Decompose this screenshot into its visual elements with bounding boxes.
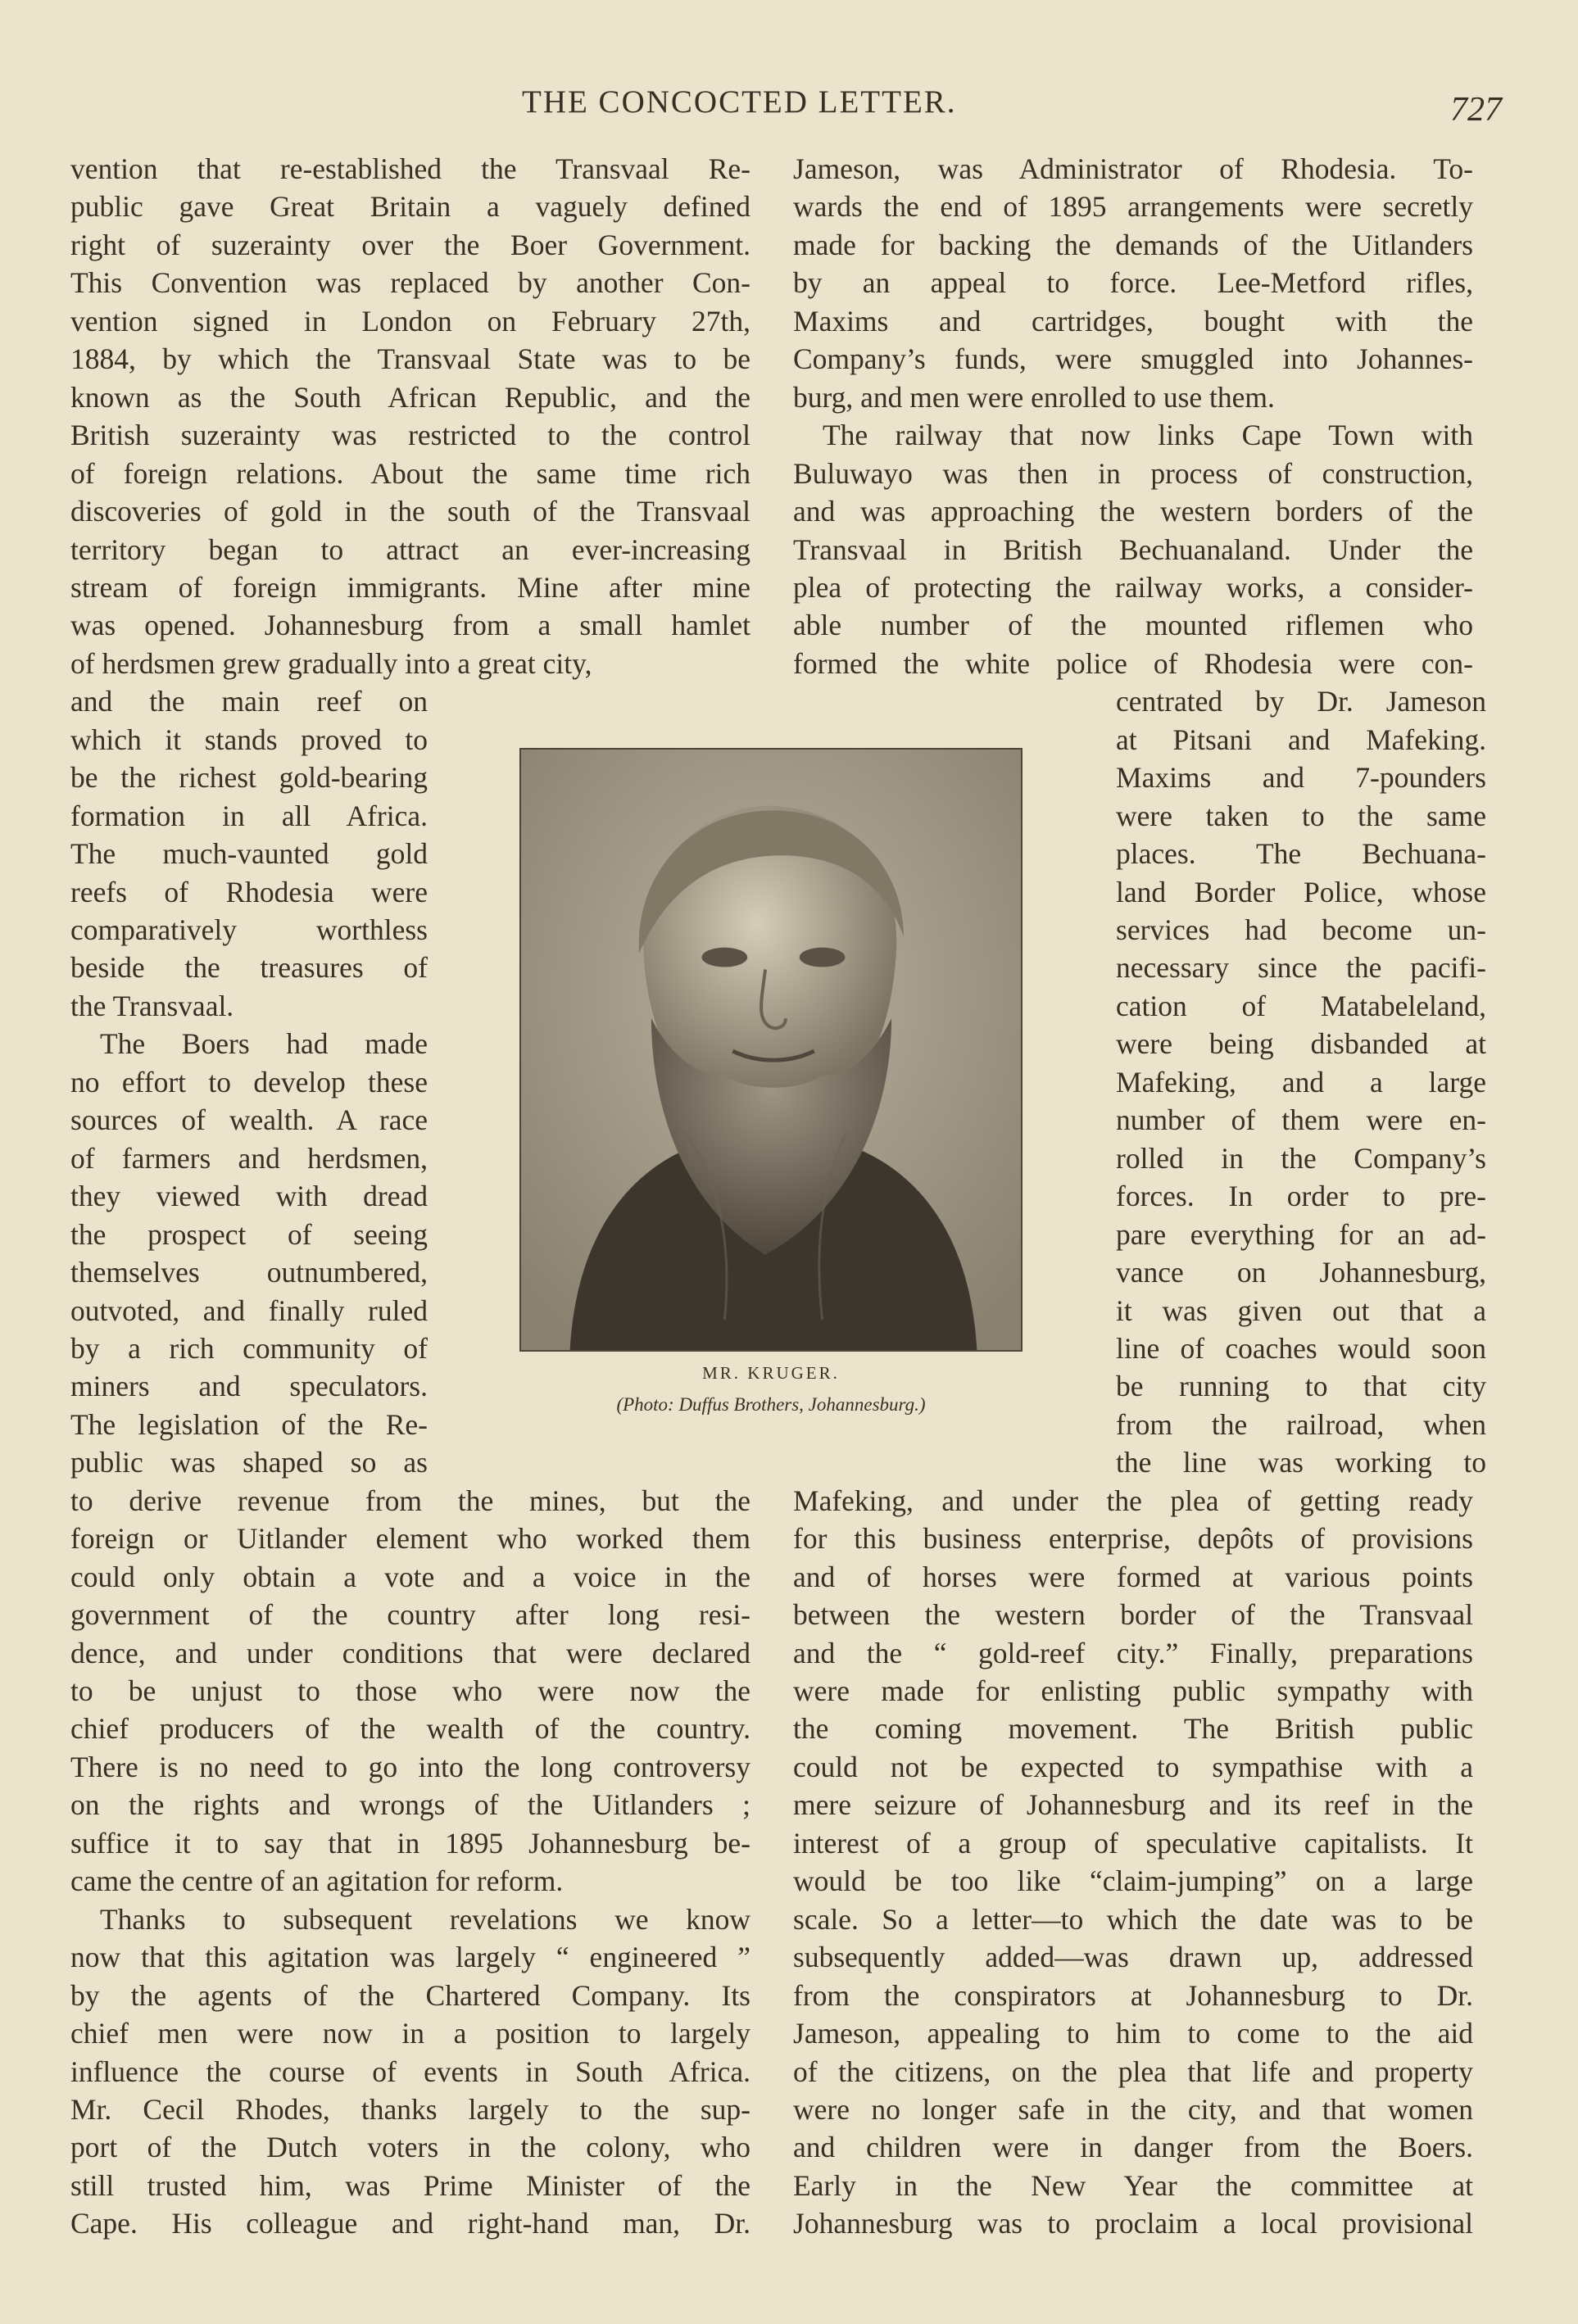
kruger-portrait-photo (519, 748, 1023, 1352)
right-column-line: line of coaches would soon (1116, 1331, 1486, 1365)
right-column-line: it was given out that a (1116, 1293, 1486, 1327)
right-column-line: centrated by Dr. Jameson (1116, 685, 1486, 718)
left-column-line: The legislation of the Re- (70, 1407, 428, 1441)
right-column-line: Jameson, appealing to him to come to the aid (793, 2017, 1473, 2050)
left-column-line: vention signed in London on February 27th, (70, 304, 750, 338)
left-column-line: still trusted him, was Prime Minister of the (70, 2168, 750, 2202)
right-column-line: be running to that city (1116, 1370, 1486, 1403)
left-column-line: Thanks to subsequent revelations we know (100, 1902, 750, 1936)
left-column-line: by a rich community of (70, 1331, 428, 1365)
left-column-line: be the richest gold-bearing (70, 761, 428, 795)
left-column-line: influence the course of events in South Africa. (70, 2054, 750, 2088)
right-column-line: Mafeking, and a large (1116, 1065, 1486, 1099)
left-column-line: discoveries of gold in the south of the Transvaal (70, 495, 750, 528)
right-column-line: wards the end of 1895 arrangements were secretly (793, 190, 1473, 224)
left-column-line: could only obtain a vote and a voice in the (70, 1560, 750, 1593)
right-column-line: mere seizure of Johannesburg and its reef in the (793, 1788, 1473, 1822)
right-column-line: able number of the mounted riflemen who (793, 609, 1473, 642)
right-column-line: scale. So a letter—to which the date was to be (793, 1902, 1473, 1936)
right-column-line: Mafeking, and under the plea of getting ready (793, 1484, 1473, 1517)
right-column-line: Jameson, was Administrator of Rhodesia. To- (793, 152, 1473, 185)
right-column-line: the line was working to (1116, 1446, 1486, 1479)
right-column-line: forces. In order to pre- (1116, 1180, 1486, 1213)
right-column-line: necessary since the pacifi- (1116, 951, 1486, 985)
right-column-line: and the “ gold-reef city.” Finally, preparations (793, 1636, 1473, 1669)
left-column-line: miners and speculators. (70, 1370, 428, 1403)
left-column-line: The Boers had made (100, 1027, 428, 1061)
left-column-line: port of the Dutch voters in the colony, who (70, 2131, 750, 2164)
right-column-line: Johannesburg was to proclaim a local provisional (793, 2207, 1473, 2240)
left-column-line: suffice it to say that in 1895 Johannesburg be- (70, 1826, 750, 1860)
right-column-line: vance on Johannesburg, (1116, 1256, 1486, 1289)
right-column-line: cation of Matabeleland, (1116, 989, 1486, 1022)
left-column-line: themselves outnumbered, (70, 1256, 428, 1289)
left-column-line: and the main reef on (70, 685, 428, 718)
left-column-line: right of suzerainty over the Boer Government. (70, 228, 750, 261)
right-column-line: between the western border of the Transvaal (793, 1598, 1473, 1632)
left-column-line: now that this agitation was largely “ engineered ” (70, 1941, 750, 1974)
left-column-line: formation in all Africa. (70, 799, 428, 832)
left-column-line: by the agents of the Chartered Company. Its (70, 1978, 750, 2012)
left-column-line: government of the country after long resi- (70, 1598, 750, 1632)
left-column-line: beside the treasures of (70, 951, 428, 985)
right-column-line: formed the white police of Rhodesia were con- (793, 646, 1473, 680)
right-column-line: of the citizens, on the plea that life and property (793, 2054, 1473, 2088)
right-column-line: and children were in danger from the Boers. (793, 2131, 1473, 2164)
right-column-line: interest of a group of speculative capitalists. It (793, 1826, 1473, 1860)
left-column-line: stream of foreign immigrants. Mine after mine (70, 570, 750, 604)
page-number: 727 (1450, 91, 1502, 129)
figure-caption-name: MR. KRUGER. (702, 1363, 840, 1383)
right-column-line: would be too like “claim-jumping” on a large (793, 1864, 1473, 1898)
right-column-line: Maxims and 7-pounders (1116, 761, 1486, 795)
left-column-line: dence, and under conditions that were declared (70, 1636, 750, 1669)
right-column-line: Buluwayo was then in process of construction, (793, 456, 1473, 490)
right-column-line: subsequently added—was drawn up, addressed (793, 1941, 1473, 1974)
left-column-line: of farmers and herdsmen, (70, 1141, 428, 1175)
right-column-line: from the railroad, when (1116, 1407, 1486, 1441)
left-column-line: no effort to develop these (70, 1065, 428, 1099)
running-title: THE CONCOCTED LETTER. (522, 84, 957, 120)
right-column-line: pare everything for an ad- (1116, 1217, 1486, 1251)
left-column-line: came the centre of an agitation for reform. (70, 1864, 564, 1898)
left-column-line: chief producers of the wealth of the country. (70, 1712, 750, 1746)
right-column-line: Early in the New Year the committee at (793, 2168, 1473, 2202)
left-column-line: comparatively worthless (70, 913, 428, 946)
right-column-line: Transvaal in British Bechuanaland. Under the (793, 532, 1473, 566)
figure-caption-credit: (Photo: Duffus Brothers, Johannesburg.) (616, 1394, 926, 1415)
left-column-line: of herdsmen grew gradually into a great city, (70, 646, 592, 680)
left-column-line: sources of wealth. A race (70, 1103, 428, 1137)
right-column-line: rolled in the Company’s (1116, 1141, 1486, 1175)
right-column-line: by an appeal to force. Lee-Metford rifles, (793, 266, 1473, 300)
left-column-line: Cape. His colleague and right-hand man, Dr. (70, 2207, 750, 2240)
left-column-line: reefs of Rhodesia were (70, 875, 428, 908)
right-column-line: and was approaching the western borders of the (793, 495, 1473, 528)
right-column-line: were no longer safe in the city, and that women (793, 2092, 1473, 2126)
left-column-line: public was shaped so as (70, 1446, 428, 1479)
left-column-line: the Transvaal. (70, 989, 234, 1022)
right-column-line: the coming movement. The British public (793, 1712, 1473, 1746)
left-column-line: known as the South African Republic, and the (70, 380, 750, 414)
left-column-line: to derive revenue from the mines, but the (70, 1484, 750, 1517)
left-column-line: was opened. Johannesburg from a small hamlet (70, 609, 750, 642)
right-column-line: at Pitsani and Mafeking. (1116, 723, 1486, 756)
left-column-line: The much-vaunted gold (70, 837, 428, 871)
right-column-line: burg, and men were enrolled to use them. (793, 380, 1275, 414)
right-column-line: from the conspirators at Johannesburg to Dr. (793, 1978, 1473, 2012)
left-column-line: This Convention was replaced by another Con- (70, 266, 750, 300)
portrait-illustration (521, 750, 1021, 1350)
right-column-line: for this business enterprise, depôts of provisions (793, 1522, 1473, 1556)
right-column-line: and of horses were formed at various points (793, 1560, 1473, 1593)
left-column-line: of foreign relations. About the same time rich (70, 456, 750, 490)
right-column-line: services had become un- (1116, 913, 1486, 946)
left-column-line: on the rights and wrongs of the Uitlanders ; (70, 1788, 750, 1822)
left-column-line: which it stands proved to (70, 723, 428, 756)
right-column-line: were made for enlisting public sympathy with (793, 1674, 1473, 1707)
right-column-line: could not be expected to sympathise with a (793, 1750, 1473, 1783)
left-column-line: foreign or Uitlander element who worked them (70, 1522, 750, 1556)
left-column-line: public gave Great Britain a vaguely defined (70, 190, 750, 224)
right-column-line: plea of protecting the railway works, a consider- (793, 570, 1473, 604)
left-column-line: chief men were now in a position to largely (70, 2017, 750, 2050)
right-column-line: Maxims and cartridges, bought with the (793, 304, 1473, 338)
left-column-line: territory began to attract an ever-increasing (70, 532, 750, 566)
left-column-line: they viewed with dread (70, 1180, 428, 1213)
right-column-line: number of them were en- (1116, 1103, 1486, 1137)
left-column-line: to be unjust to those who were now the (70, 1674, 750, 1707)
right-column-line: The railway that now links Cape Town with (823, 419, 1473, 452)
left-column-line: the prospect of seeing (70, 1217, 428, 1251)
right-column-line: were being disbanded at (1116, 1027, 1486, 1061)
right-column-line: places. The Bechuana- (1116, 837, 1486, 871)
left-column-line: There is no need to go into the long controversy (70, 1750, 750, 1783)
left-column-line: British suzerainty was restricted to the control (70, 419, 750, 452)
left-column-line: Mr. Cecil Rhodes, thanks largely to the sup- (70, 2092, 750, 2126)
left-column-line: 1884, by which the Transvaal State was to be (70, 342, 750, 376)
running-head (0, 82, 1578, 131)
right-column-line: Company’s funds, were smuggled into Johannes- (793, 342, 1473, 376)
right-column-line: made for backing the demands of the Uitlanders (793, 228, 1473, 261)
left-column-line: vention that re-established the Transvaal Re- (70, 152, 750, 185)
left-column-line: outvoted, and finally ruled (70, 1293, 428, 1327)
right-column-line: land Border Police, whose (1116, 875, 1486, 908)
right-column-line: were taken to the same (1116, 799, 1486, 832)
